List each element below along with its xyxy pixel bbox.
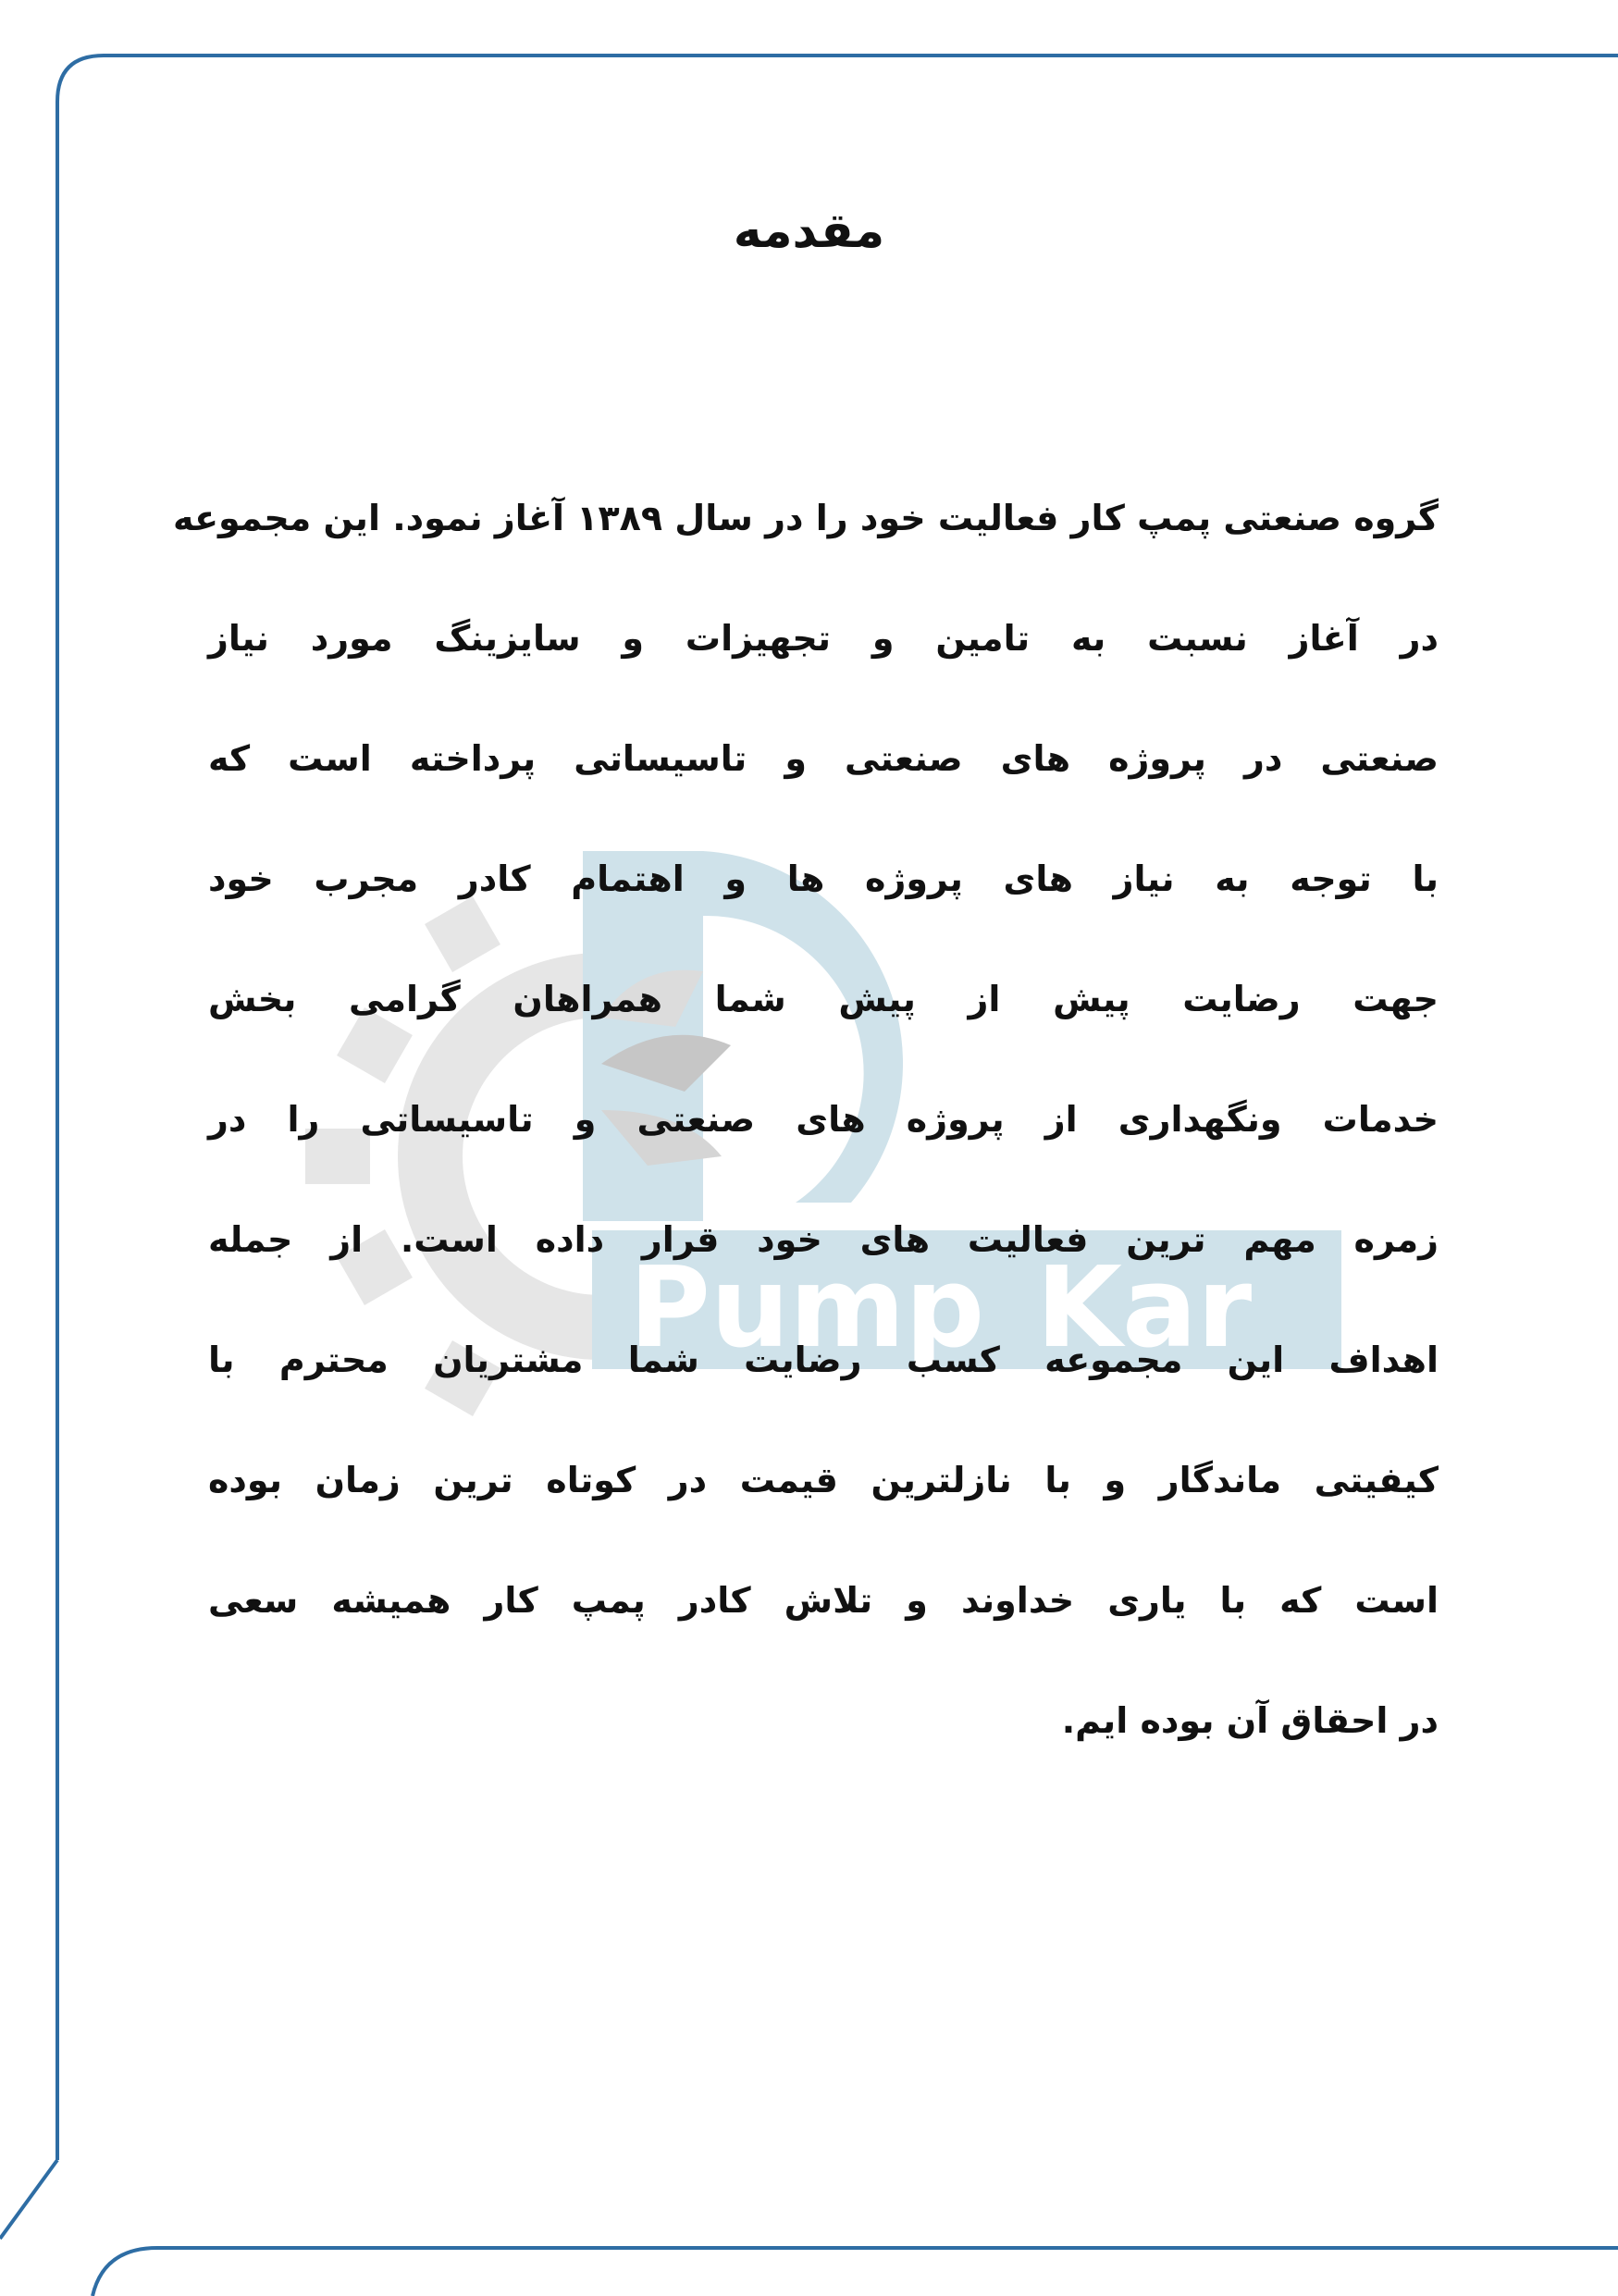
logo-text-kar: Kar xyxy=(1036,1244,1253,1373)
page-title: مقدمه xyxy=(733,204,885,259)
paragraph-line: جهت رضایت پیش از پیش شما همراهان گرامی بخش xyxy=(208,979,1439,1019)
intro-paragraph xyxy=(173,481,1439,1804)
paragraph-line: در آغاز نسبت به تامین و تجهیزات و سایزینگ مورد نیاز xyxy=(208,618,1439,659)
paragraph-line: کیفیتی ماندگار و با نازلترین قیمت در کوتاه ترین زمان بوده xyxy=(208,1460,1439,1500)
paragraph-line: زمره مهم ترین فعالیت های خود قرار داده است. از جمله xyxy=(208,1219,1439,1260)
paragraph-line: با توجه به نیاز های پروژه ها و اهتمام کادر مجرب خود xyxy=(208,858,1439,899)
paragraph-line: اهداف این مجموعه کسب رضایت شما مشتریان محترم با xyxy=(208,1339,1439,1380)
paragraph-line: گروه صنعتی پمپ کار فعالیت خود را در سال ۱۳۸۹ آغاز نمود. این مجموعه xyxy=(173,498,1439,538)
paragraph-line: در احقاق آن بوده ایم. xyxy=(1061,1700,1439,1741)
paragraph-line: صنعتی در پروژه های صنعتی و تاسیساتی پرداخته است که xyxy=(208,738,1439,779)
paragraph-line: است که با یاری خداوند و تلاش کادر پمپ کار همیشه سعی xyxy=(208,1580,1439,1621)
logo-text-pump: Pump xyxy=(629,1244,985,1373)
paragraph-line: خدمات ونگهداری از پروژه های صنعتی و تاسیساتی را در xyxy=(208,1099,1439,1140)
